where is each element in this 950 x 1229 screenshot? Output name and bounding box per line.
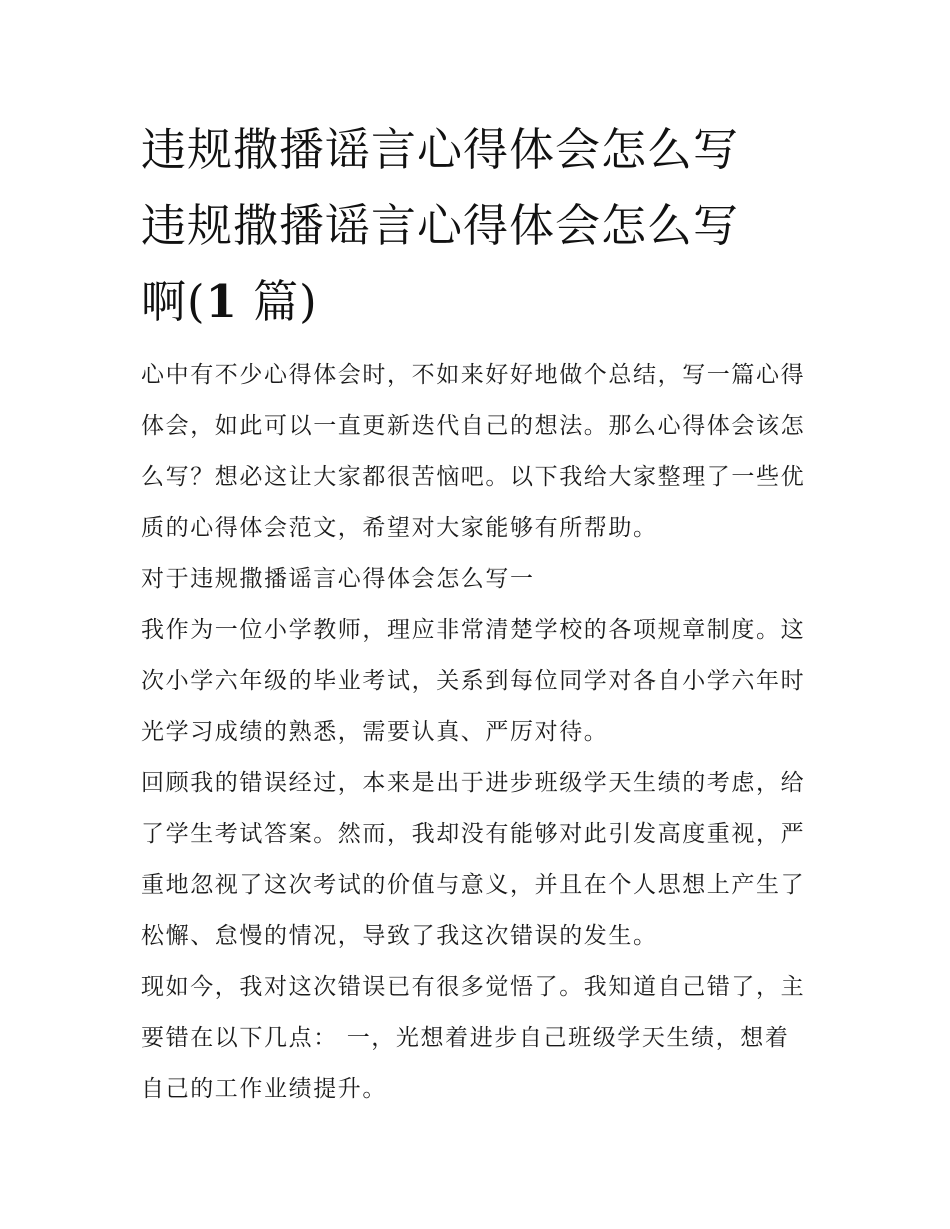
title-line-3-number: 1 bbox=[205, 275, 238, 328]
body-paragraph-1 bbox=[141, 605, 821, 758]
paragraph-line: 了学生考试答案。然而，我却没有能够对此引发高度重视，严 bbox=[141, 821, 806, 847]
document-title bbox=[141, 112, 821, 340]
paragraph-line: 光学习成绩的熟悉，需要认真、严厉对待。 bbox=[141, 719, 609, 745]
intro-line: 心中有不少心得体会时，不如来好好地做个总结，写一篇心得 bbox=[141, 362, 806, 388]
paragraph-line: 次小学六年级的毕业考试，关系到每位同学对各自小学六年时 bbox=[141, 668, 806, 694]
intro-line: 质的心得体会范文，希望对大家能够有所帮助。 bbox=[141, 515, 658, 541]
title-line-3-suffix: 篇) bbox=[237, 275, 318, 328]
paragraph-line: 回顾我的错误经过，本来是出于进步班级学天生绩的考虑，给 bbox=[141, 770, 806, 796]
title-line-3-prefix: 啊( bbox=[141, 275, 206, 328]
body-paragraph-2 bbox=[141, 758, 821, 962]
title-line-2: 违规撒播谣言心得体会怎么写 bbox=[141, 199, 740, 252]
paragraph-line: 自己的工作业绩提升。 bbox=[141, 1076, 387, 1102]
body-paragraph-3 bbox=[141, 962, 821, 1115]
paragraph-line: 现如今，我对这次错误已有很多觉悟了。我知道自己错了，主 bbox=[141, 974, 806, 1000]
section-heading: 对于违规撒播谣言心得体会怎么写一 bbox=[141, 566, 535, 592]
intro-line: 体会，如此可以一直更新迭代自己的想法。那么心得体会该怎 bbox=[141, 413, 806, 439]
intro-line: 么写？想必这让大家都很苦恼吧。以下我给大家整理了一些优 bbox=[141, 464, 806, 490]
paragraph-line: 我作为一位小学教师，理应非常清楚学校的各项规章制度。这 bbox=[141, 617, 806, 643]
paragraph-line: 要错在以下几点： 一，光想着进步自己班级学天生绩，想着 bbox=[141, 1025, 790, 1051]
title-line-1: 违规撒播谣言心得体会怎么写 bbox=[141, 123, 740, 176]
paragraph-line: 松懈、怠慢的情况，导致了我这次错误的发生。 bbox=[141, 923, 658, 949]
paragraph-line: 重地忽视了这次考试的价值与意义，并且在个人思想上产生了 bbox=[141, 872, 806, 898]
document-content bbox=[141, 112, 821, 1115]
intro-paragraph bbox=[141, 350, 821, 554]
